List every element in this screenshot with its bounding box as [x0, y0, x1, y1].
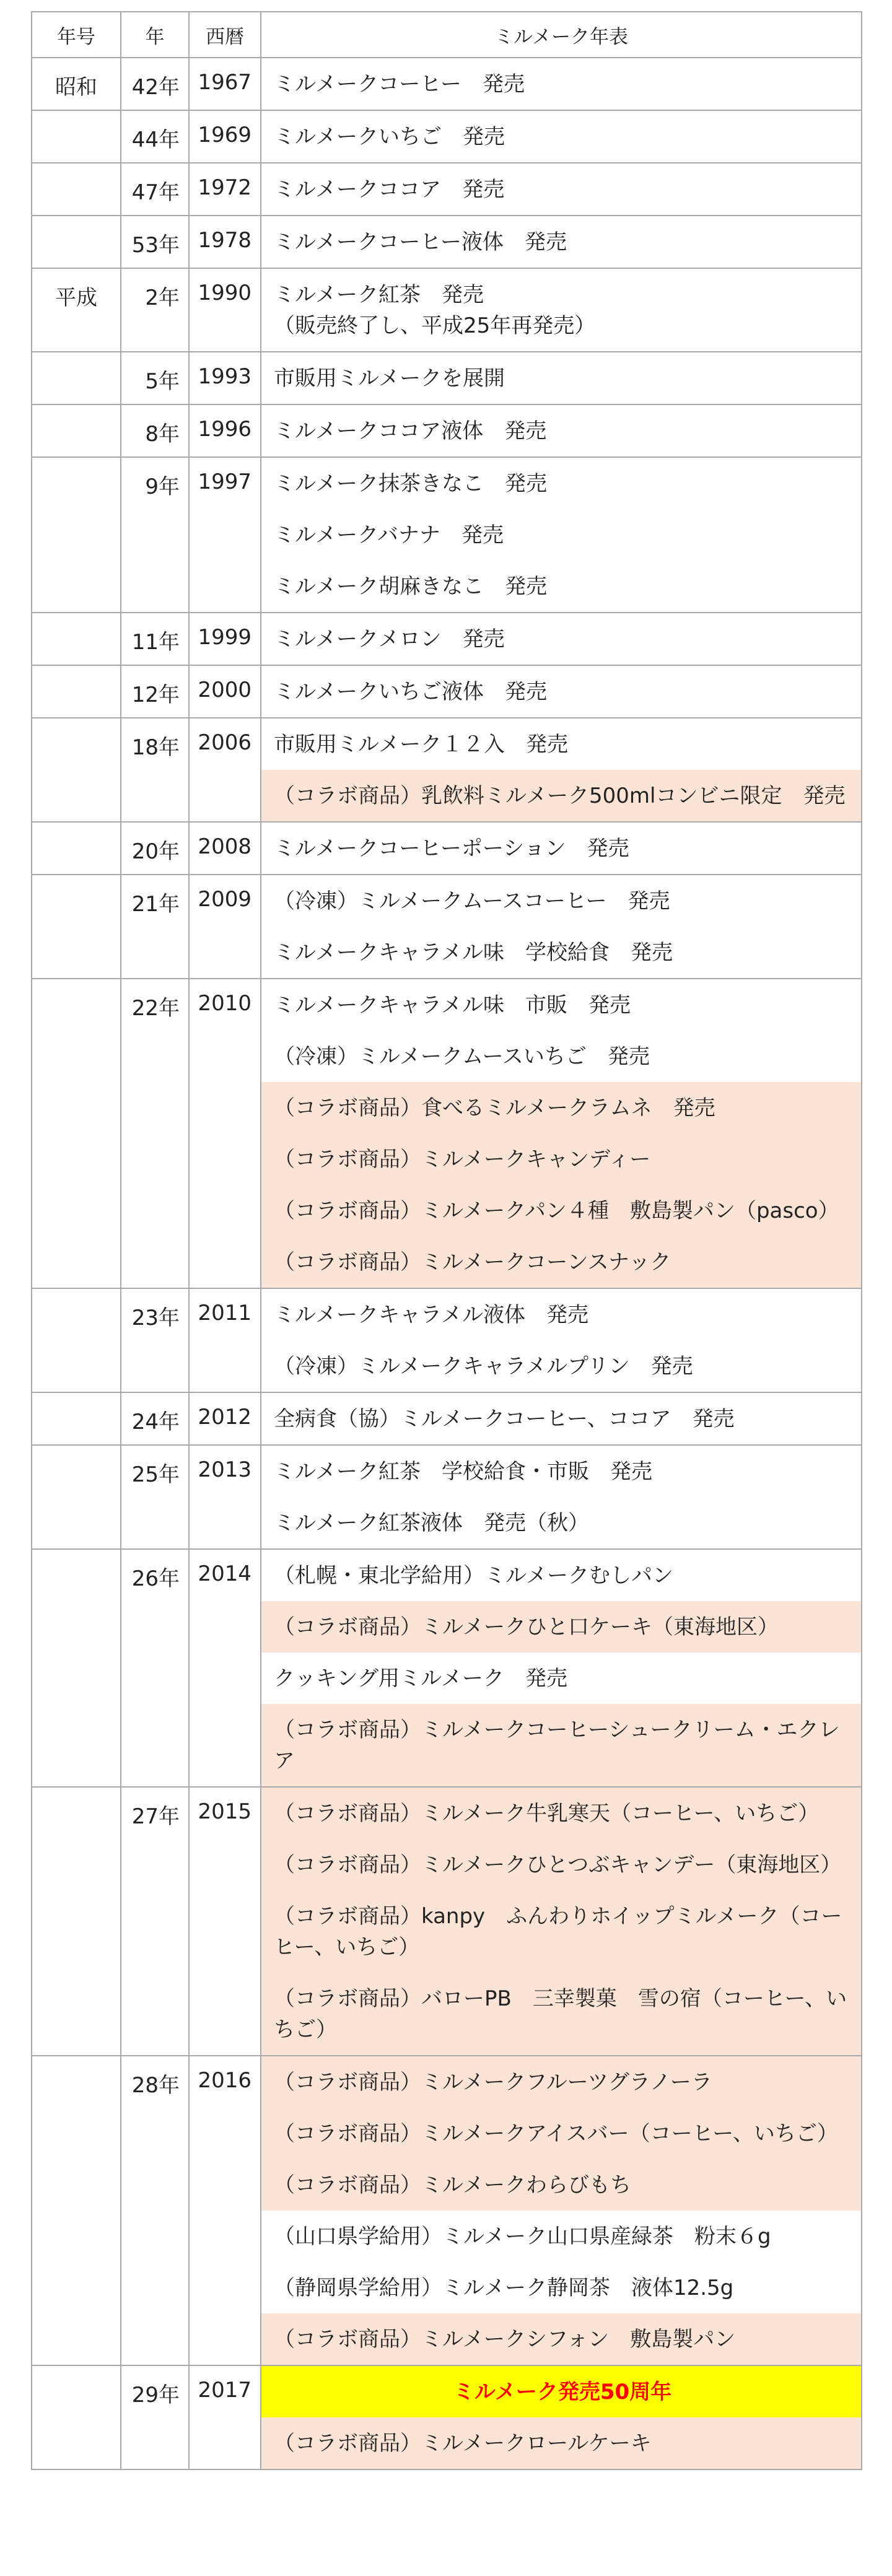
- table-row: [32, 1787, 862, 1839]
- cell-year: [121, 1497, 189, 1549]
- cell-year: [121, 1340, 189, 1392]
- cell-year: [121, 1082, 189, 1133]
- table-row: [32, 1340, 862, 1392]
- cell-event: （コラボ商品）ミルメークアイスバー（コーヒー、いちご）: [261, 2108, 862, 2159]
- cell-era: [32, 1392, 121, 1445]
- table-row: [32, 457, 862, 509]
- cell-ad: 2010: [189, 979, 261, 1031]
- cell-year: [121, 2313, 189, 2365]
- cell-era: [32, 457, 121, 509]
- cell-era: [32, 1340, 121, 1392]
- cell-ad: [189, 1890, 261, 1973]
- table-row: [32, 1445, 862, 1497]
- cell-ad: 1999: [189, 613, 261, 665]
- cell-year: [121, 1890, 189, 1973]
- cell-event: ミルメークコーヒー 発売: [261, 58, 862, 110]
- cell-ad: 1978: [189, 216, 261, 268]
- cell-event: （コラボ商品）乳飲料ミルメーク500mlコンビニ限定 発売: [261, 770, 862, 822]
- table-row: [32, 2211, 862, 2262]
- cell-year: [121, 1133, 189, 1185]
- cell-year: 26年: [121, 1549, 189, 1601]
- cell-era: [32, 979, 121, 1031]
- cell-year: 12年: [121, 665, 189, 718]
- cell-ad: [189, 1973, 261, 2056]
- cell-era: [32, 216, 121, 268]
- table-row: [32, 822, 862, 875]
- cell-event: ミルメーク紅茶 学校給食・市販 発売: [261, 1445, 862, 1497]
- cell-era: [32, 1601, 121, 1653]
- cell-year: [121, 2159, 189, 2211]
- cell-era: [32, 561, 121, 613]
- cell-era: [32, 665, 121, 718]
- cell-ad: [189, 1497, 261, 1549]
- cell-event: （札幌・東北学給用）ミルメークむしパン: [261, 1549, 862, 1601]
- cell-event: （冷凍）ミルメークムースコーヒー 発売: [261, 875, 862, 927]
- table-row: [32, 927, 862, 979]
- cell-ad: [189, 1236, 261, 1288]
- cell-year: 47年: [121, 163, 189, 216]
- cell-event: ミルメークキャラメル味 市販 発売: [261, 979, 862, 1031]
- table-row: [32, 561, 862, 613]
- cell-ad: 1993: [189, 352, 261, 404]
- cell-event: ミルメークメロン 発売: [261, 613, 862, 665]
- cell-event: （コラボ商品）ミルメークロールケーキ: [261, 2417, 862, 2469]
- cell-era: [32, 927, 121, 979]
- table-row: [32, 875, 862, 927]
- cell-ad: 2015: [189, 1787, 261, 1839]
- cell-era: [32, 1973, 121, 2056]
- table-row: [32, 1497, 862, 1549]
- cell-event: ミルメークコーヒーポーション 発売: [261, 822, 862, 875]
- cell-year: [121, 2262, 189, 2313]
- cell-event: （コラボ商品）ミルメークキャンディー: [261, 1133, 862, 1185]
- cell-ad: 2017: [189, 2365, 261, 2417]
- cell-event: ミルメークキャラメル味 学校給食 発売: [261, 927, 862, 979]
- cell-era: [32, 822, 121, 875]
- table-row: [32, 268, 862, 352]
- header-ad: 西暦: [189, 12, 261, 58]
- cell-event: ミルメーク抹茶きなこ 発売: [261, 457, 862, 509]
- cell-ad: [189, 2262, 261, 2313]
- cell-event: （コラボ商品）ミルメークコーンスナック: [261, 1236, 862, 1288]
- cell-ad: [189, 1185, 261, 1236]
- table-row: [32, 2365, 862, 2417]
- cell-era: [32, 163, 121, 216]
- cell-year: [121, 2108, 189, 2159]
- cell-event: ミルメークいちご 発売: [261, 110, 862, 163]
- cell-ad: [189, 770, 261, 822]
- cell-era: [32, 2211, 121, 2262]
- table-row: [32, 1549, 862, 1601]
- table-row: [32, 1973, 862, 2056]
- cell-event: ミルメークコーヒー液体 発売: [261, 216, 862, 268]
- cell-era: [32, 1288, 121, 1340]
- cell-era: [32, 2108, 121, 2159]
- cell-year: [121, 1031, 189, 1082]
- cell-era: [32, 1185, 121, 1236]
- table-row: [32, 58, 862, 110]
- table-row: [32, 1185, 862, 1236]
- cell-event: （コラボ商品）ミルメークパン４種 敷島製パン（pasco）: [261, 1185, 862, 1236]
- table-row: [32, 2313, 862, 2365]
- cell-event: （コラボ商品）ミルメークコーヒーシュークリーム・エクレア: [261, 1704, 862, 1787]
- cell-era: [32, 110, 121, 163]
- cell-ad: 1990: [189, 268, 261, 352]
- cell-ad: [189, 1839, 261, 1890]
- cell-event: ミルメークバナナ 発売: [261, 509, 862, 561]
- table-row: [32, 2056, 862, 2108]
- table-row: [32, 509, 862, 561]
- cell-ad: [189, 1340, 261, 1392]
- cell-ad: [189, 1704, 261, 1787]
- cell-event: 市販用ミルメークを展開: [261, 352, 862, 404]
- table-row: [32, 1031, 862, 1082]
- cell-ad: [189, 1133, 261, 1185]
- cell-year: 9年: [121, 457, 189, 509]
- cell-era: [32, 404, 121, 457]
- cell-event: ミルメーク紅茶 発売 （販売終了し、平成25年再発売）: [261, 268, 862, 352]
- cell-era: [32, 2365, 121, 2417]
- cell-year: 53年: [121, 216, 189, 268]
- cell-year: 28年: [121, 2056, 189, 2108]
- cell-event: （冷凍）ミルメークムースいちご 発売: [261, 1031, 862, 1082]
- table-row: [32, 2262, 862, 2313]
- cell-era: [32, 1890, 121, 1973]
- table-row: [32, 2108, 862, 2159]
- cell-year: [121, 1601, 189, 1653]
- cell-event: （コラボ商品）バローPB 三幸製菓 雪の宿（コーヒー、いちご）: [261, 1973, 862, 2056]
- cell-era: [32, 1236, 121, 1288]
- cell-ad: 1972: [189, 163, 261, 216]
- table-row: [32, 665, 862, 718]
- table-row: [32, 216, 862, 268]
- cell-event: ミルメークココア 発売: [261, 163, 862, 216]
- cell-event: ミルメークキャラメル液体 発売: [261, 1288, 862, 1340]
- cell-event: （コラボ商品）食べるミルメークラムネ 発売: [261, 1082, 862, 1133]
- cell-era: [32, 613, 121, 665]
- cell-era: [32, 1445, 121, 1497]
- cell-year: [121, 770, 189, 822]
- cell-year: 20年: [121, 822, 189, 875]
- cell-ad: [189, 2417, 261, 2469]
- cell-ad: [189, 2313, 261, 2365]
- cell-event: （コラボ商品）ミルメーク牛乳寒天（コーヒー、いちご）: [261, 1787, 862, 1839]
- cell-year: [121, 927, 189, 979]
- table-row: [32, 404, 862, 457]
- cell-year: 11年: [121, 613, 189, 665]
- cell-year: [121, 1973, 189, 2056]
- cell-year: [121, 1839, 189, 1890]
- header-era: 年号: [32, 12, 121, 58]
- table-row: [32, 110, 862, 163]
- cell-event: （静岡県学給用）ミルメーク静岡茶 液体12.5g: [261, 2262, 862, 2313]
- cell-year: 24年: [121, 1392, 189, 1445]
- cell-year: 21年: [121, 875, 189, 927]
- cell-year: 18年: [121, 718, 189, 770]
- cell-event: 全病食（協）ミルメークコーヒー、ココア 発売: [261, 1392, 862, 1445]
- cell-era: [32, 1787, 121, 1839]
- table-row: [32, 2417, 862, 2469]
- cell-year: [121, 561, 189, 613]
- cell-ad: 2014: [189, 1549, 261, 1601]
- table-row: [32, 1653, 862, 1704]
- cell-event: ミルメークいちご液体 発売: [261, 665, 862, 718]
- cell-ad: 1967: [189, 58, 261, 110]
- cell-ad: 1996: [189, 404, 261, 457]
- cell-era: [32, 2417, 121, 2469]
- cell-era: 昭和: [32, 58, 121, 110]
- cell-year: [121, 509, 189, 561]
- table-row: [32, 1704, 862, 1787]
- cell-era: [32, 2056, 121, 2108]
- cell-event: （コラボ商品）ミルメークひとつぶキャンデー（東海地区）: [261, 1839, 862, 1890]
- cell-ad: 2006: [189, 718, 261, 770]
- cell-year: [121, 2211, 189, 2262]
- cell-year: [121, 1653, 189, 1704]
- header-year: 年: [121, 12, 189, 58]
- cell-year: 8年: [121, 404, 189, 457]
- table-row: [32, 1601, 862, 1653]
- table-row: [32, 1236, 862, 1288]
- cell-year: 25年: [121, 1445, 189, 1497]
- cell-era: [32, 2313, 121, 2365]
- cell-era: [32, 875, 121, 927]
- table-row: [32, 613, 862, 665]
- table-row: [32, 1288, 862, 1340]
- cell-ad: 1997: [189, 457, 261, 509]
- table-row: [32, 1133, 862, 1185]
- cell-year: [121, 1704, 189, 1787]
- cell-event: ミルメーク紅茶液体 発売（秋）: [261, 1497, 862, 1549]
- cell-ad: [189, 1653, 261, 1704]
- cell-event: （冷凍）ミルメークキャラメルプリン 発売: [261, 1340, 862, 1392]
- cell-ad: [189, 1082, 261, 1133]
- cell-era: [32, 1839, 121, 1890]
- cell-year: 22年: [121, 979, 189, 1031]
- cell-era: [32, 1082, 121, 1133]
- cell-era: 平成: [32, 268, 121, 352]
- cell-ad: 2009: [189, 875, 261, 927]
- cell-year: [121, 2417, 189, 2469]
- cell-era: [32, 2262, 121, 2313]
- cell-ad: [189, 509, 261, 561]
- cell-ad: 2000: [189, 665, 261, 718]
- cell-era: [32, 2159, 121, 2211]
- cell-event: ミルメーク胡麻きなこ 発売: [261, 561, 862, 613]
- table-row: [32, 1392, 862, 1445]
- cell-event: （コラボ商品）ミルメークシフォン 敷島製パン: [261, 2313, 862, 2365]
- cell-ad: 2012: [189, 1392, 261, 1445]
- table-row: [32, 1082, 862, 1133]
- cell-ad: 2011: [189, 1288, 261, 1340]
- cell-ad: 2013: [189, 1445, 261, 1497]
- cell-event: クッキング用ミルメーク 発売: [261, 1653, 862, 1704]
- table-row: [32, 352, 862, 404]
- cell-event: （山口県学給用）ミルメーク山口県産緑茶 粉末６g: [261, 2211, 862, 2262]
- cell-era: [32, 1133, 121, 1185]
- cell-era: [32, 1704, 121, 1787]
- table-row: [32, 1890, 862, 1973]
- cell-era: [32, 1549, 121, 1601]
- cell-year: [121, 1185, 189, 1236]
- cell-era: [32, 352, 121, 404]
- table-row: [32, 163, 862, 216]
- table-row: [32, 2159, 862, 2211]
- cell-year: 2年: [121, 268, 189, 352]
- cell-event: （コラボ商品）kanpy ふんわりホイップミルメーク（コーヒー、いちご）: [261, 1890, 862, 1973]
- cell-era: [32, 509, 121, 561]
- cell-era: [32, 1031, 121, 1082]
- cell-event: （コラボ商品）ミルメークわらびもち: [261, 2159, 862, 2211]
- cell-era: [32, 1653, 121, 1704]
- cell-ad: [189, 2108, 261, 2159]
- cell-ad: [189, 1601, 261, 1653]
- cell-event: （コラボ商品）ミルメークひと口ケーキ（東海地区）: [261, 1601, 862, 1653]
- cell-year: 42年: [121, 58, 189, 110]
- cell-era: [32, 1497, 121, 1549]
- table-header-row: [32, 12, 862, 58]
- cell-ad: 2016: [189, 2056, 261, 2108]
- cell-ad: [189, 561, 261, 613]
- cell-event: 市販用ミルメーク１２入 発売: [261, 718, 862, 770]
- cell-year: 23年: [121, 1288, 189, 1340]
- cell-year: [121, 1236, 189, 1288]
- cell-ad: 1969: [189, 110, 261, 163]
- cell-ad: [189, 1031, 261, 1082]
- cell-ad: [189, 2159, 261, 2211]
- milmake-timeline-table: [31, 11, 862, 2470]
- cell-ad: [189, 927, 261, 979]
- cell-year: 29年: [121, 2365, 189, 2417]
- table-row: [32, 1839, 862, 1890]
- cell-event: （コラボ商品）ミルメークフルーツグラノーラ: [261, 2056, 862, 2108]
- cell-ad: 2008: [189, 822, 261, 875]
- cell-event: ミルメーク発売50周年: [261, 2365, 862, 2417]
- cell-era: [32, 770, 121, 822]
- table-row: [32, 770, 862, 822]
- cell-year: 5年: [121, 352, 189, 404]
- cell-era: [32, 718, 121, 770]
- cell-event: ミルメークココア液体 発売: [261, 404, 862, 457]
- cell-year: 44年: [121, 110, 189, 163]
- table-row: [32, 979, 862, 1031]
- header-event: ミルメーク年表: [261, 12, 862, 58]
- cell-ad: [189, 2211, 261, 2262]
- cell-year: 27年: [121, 1787, 189, 1839]
- timeline-body: [32, 58, 862, 2469]
- table-row: [32, 718, 862, 770]
